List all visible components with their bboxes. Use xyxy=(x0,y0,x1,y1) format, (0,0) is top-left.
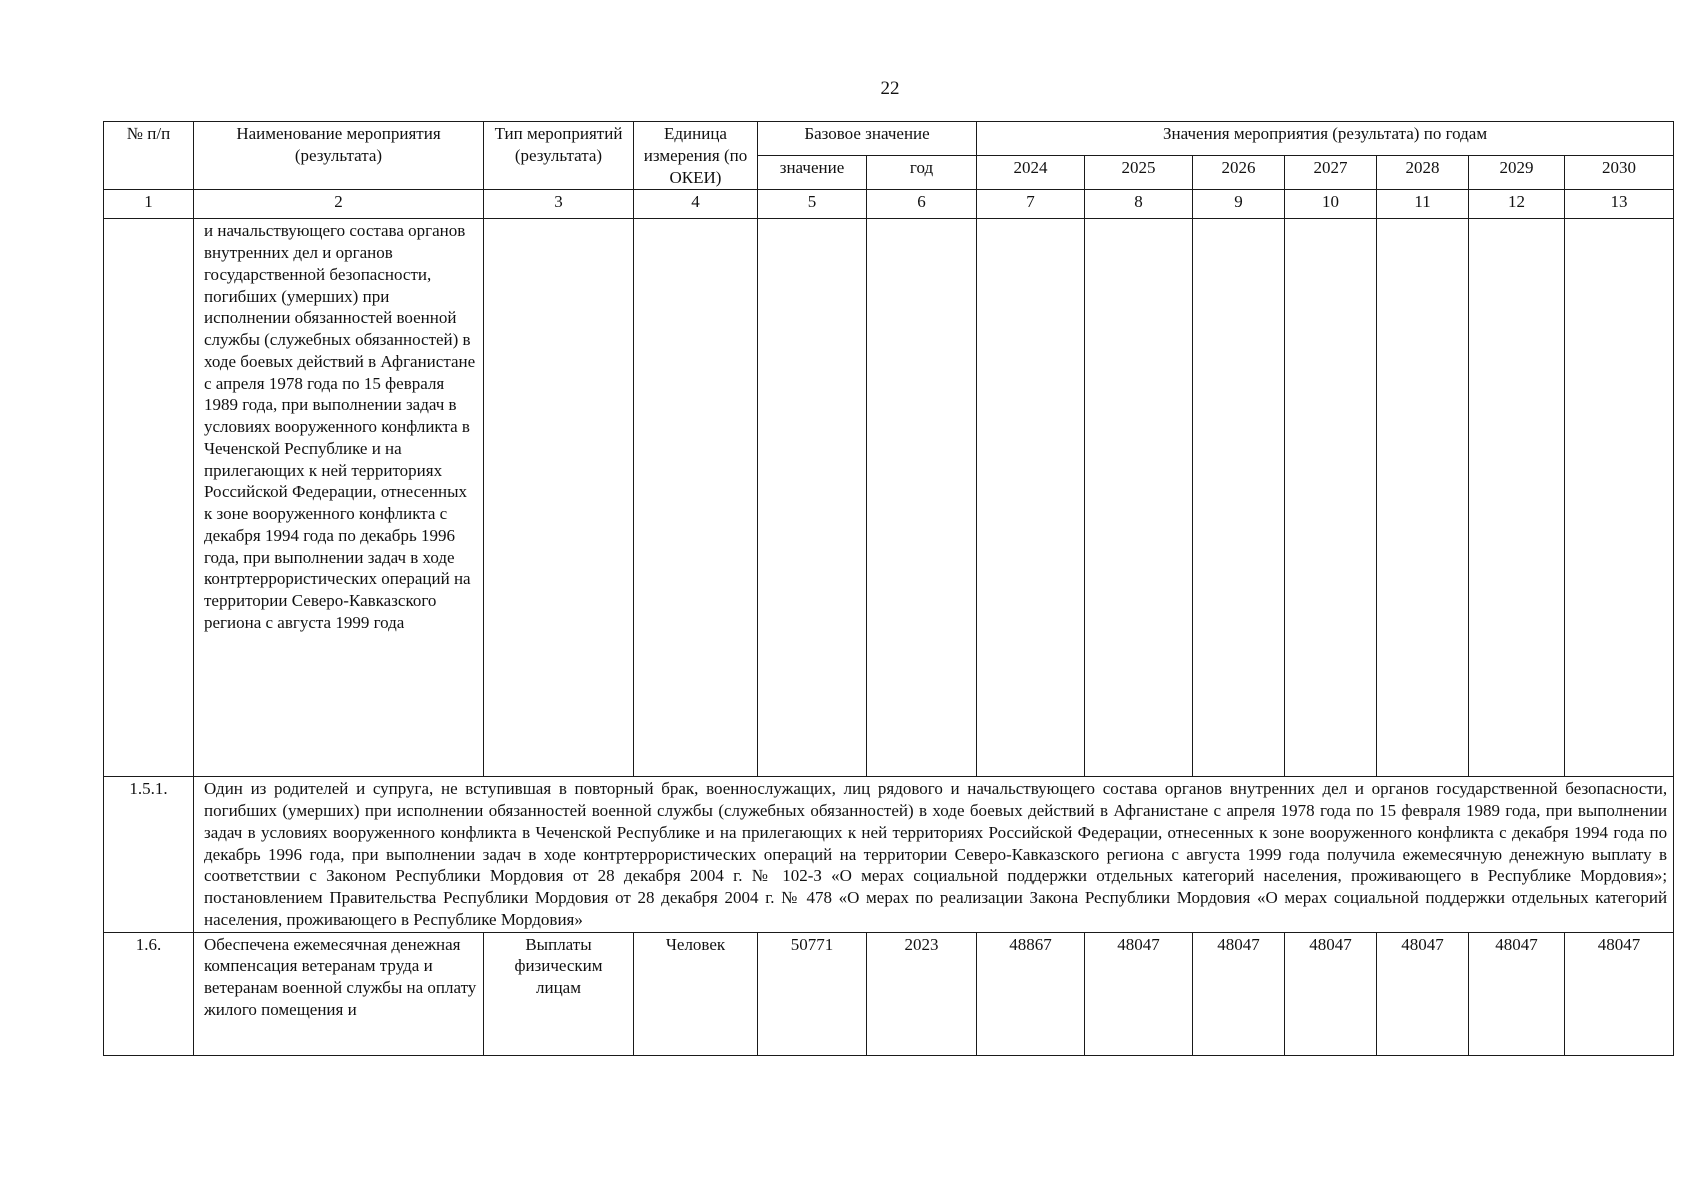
header-year: 2024 xyxy=(977,156,1085,190)
row-value-2027: 48047 xyxy=(1285,932,1377,1055)
column-number: 8 xyxy=(1085,190,1193,219)
column-number: 11 xyxy=(1377,190,1469,219)
column-number: 2 xyxy=(194,190,484,219)
column-number: 13 xyxy=(1565,190,1674,219)
row-value-2024: 48867 xyxy=(977,932,1085,1055)
column-number: 12 xyxy=(1469,190,1565,219)
empty-cell xyxy=(1469,219,1565,777)
empty-cell xyxy=(1565,219,1674,777)
column-number: 5 xyxy=(758,190,867,219)
column-number: 10 xyxy=(1285,190,1377,219)
header-unit: Единица измерения (по ОКЕИ) xyxy=(634,122,758,190)
row-value-2028: 48047 xyxy=(1377,932,1469,1055)
header-name: Наименование мероприятия (результата) xyxy=(194,122,484,190)
row-name: и начальствующего состава органов внутренних дел и органов государственной безопасности, погибших (умерших) при исполнении обязанностей военной службы (служебных обязанностей) в ходе боевых действий в Афганистане с апреля 1978 года по 15 февраля 1989 года, при выполнении задач в условиях вооруженного конфликта в Чеченской Республике и на прилегающих к ней территориях Российской Федерации, отнесенных к зоне вооруженного конфликта с декабря 1994 года по декабрь 1996 года, при выполнении задач в ходе контртеррористических операций на территории Северо-Кавказского региона с августа 1999 года xyxy=(194,219,484,777)
row-base-value: 50771 xyxy=(758,932,867,1055)
empty-cell xyxy=(867,219,977,777)
header-type: Тип мероприятий (результата) xyxy=(484,122,634,190)
empty-cell xyxy=(484,219,634,777)
column-number: 3 xyxy=(484,190,634,219)
row-no: 1.6. xyxy=(104,932,194,1055)
empty-cell xyxy=(1377,219,1469,777)
row-name: Обеспечена ежемесячная денежная компенсация ветеранам труда и ветеранам военной службы на оплату жилого помещения и xyxy=(194,932,484,1055)
column-number: 4 xyxy=(634,190,758,219)
empty-cell xyxy=(1193,219,1285,777)
empty-cell xyxy=(758,219,867,777)
column-number-row xyxy=(104,190,1674,219)
header-year: 2026 xyxy=(1193,156,1285,190)
table-row-1-5-1 xyxy=(104,777,1674,932)
row-unit: Человек xyxy=(634,932,758,1055)
header-base-value: значение xyxy=(758,156,867,190)
header-row-1 xyxy=(104,122,1674,156)
results-table xyxy=(103,121,1674,1056)
row-value-2026: 48047 xyxy=(1193,932,1285,1055)
column-number: 6 xyxy=(867,190,977,219)
header-year: 2025 xyxy=(1085,156,1193,190)
header-year: 2029 xyxy=(1469,156,1565,190)
empty-cell xyxy=(1285,219,1377,777)
table-row-1-6 xyxy=(104,932,1674,1055)
row-description: Один из родителей и супруга, не вступившая в повторный брак, военнослужащих, лиц рядового и начальствующего состава органов внутренних дел и органов государственной безопасности, погибших (умерших) при исполнении обязанностей военной службы (служебных обязанностей) в ходе боевых действий в Афганистане с апреля 1978 года по 15 февраля 1989 года, при выполнении задач в условиях вооруженного конфликта в Чеченской Республике и на прилегающих к ней территориях Российской Федерации, отнесенных к зоне вооруженного конфликта с декабря 1994 года по декабрь 1996 года, при выполнении задач в ходе контртеррористических операций на территории Северо-Кавказского региона с августа 1999 года получила ежемесячную денежную выплату в соответствии с Законом Республики Мордовия от 28 декабря 2004 г. № 102-З «О мерах социальной поддержки отдельных категорий населения, проживающего в Республике Мордовия»; постановлением Правительства Республики Мордовия от 28 декабря 2004 г. № 478 «О мерах по реализации Закона Республики Мордовия «О мерах социальной поддержки отдельных категорий населения, проживающего в Республике Мордовия» xyxy=(194,777,1674,932)
row-type: Выплаты физическим лицам xyxy=(484,932,634,1055)
header-year: 2027 xyxy=(1285,156,1377,190)
table-row-continuation xyxy=(104,219,1674,777)
empty-cell xyxy=(634,219,758,777)
header-base-year: год xyxy=(867,156,977,190)
page-number: 22 xyxy=(880,78,900,99)
header-year: 2028 xyxy=(1377,156,1469,190)
column-number: 9 xyxy=(1193,190,1285,219)
row-value-2025: 48047 xyxy=(1085,932,1193,1055)
row-value-2030: 48047 xyxy=(1565,932,1674,1055)
header-no: № п/п xyxy=(104,122,194,190)
header-year: 2030 xyxy=(1565,156,1674,190)
header-base: Базовое значение xyxy=(758,122,977,156)
column-number: 7 xyxy=(977,190,1085,219)
row-base-year: 2023 xyxy=(867,932,977,1055)
row-no: 1.5.1. xyxy=(104,777,194,932)
column-number: 1 xyxy=(104,190,194,219)
empty-cell xyxy=(1085,219,1193,777)
row-no xyxy=(104,219,194,777)
empty-cell xyxy=(977,219,1085,777)
header-years-group: Значения мероприятия (результата) по годам xyxy=(977,122,1674,156)
row-value-2029: 48047 xyxy=(1469,932,1565,1055)
